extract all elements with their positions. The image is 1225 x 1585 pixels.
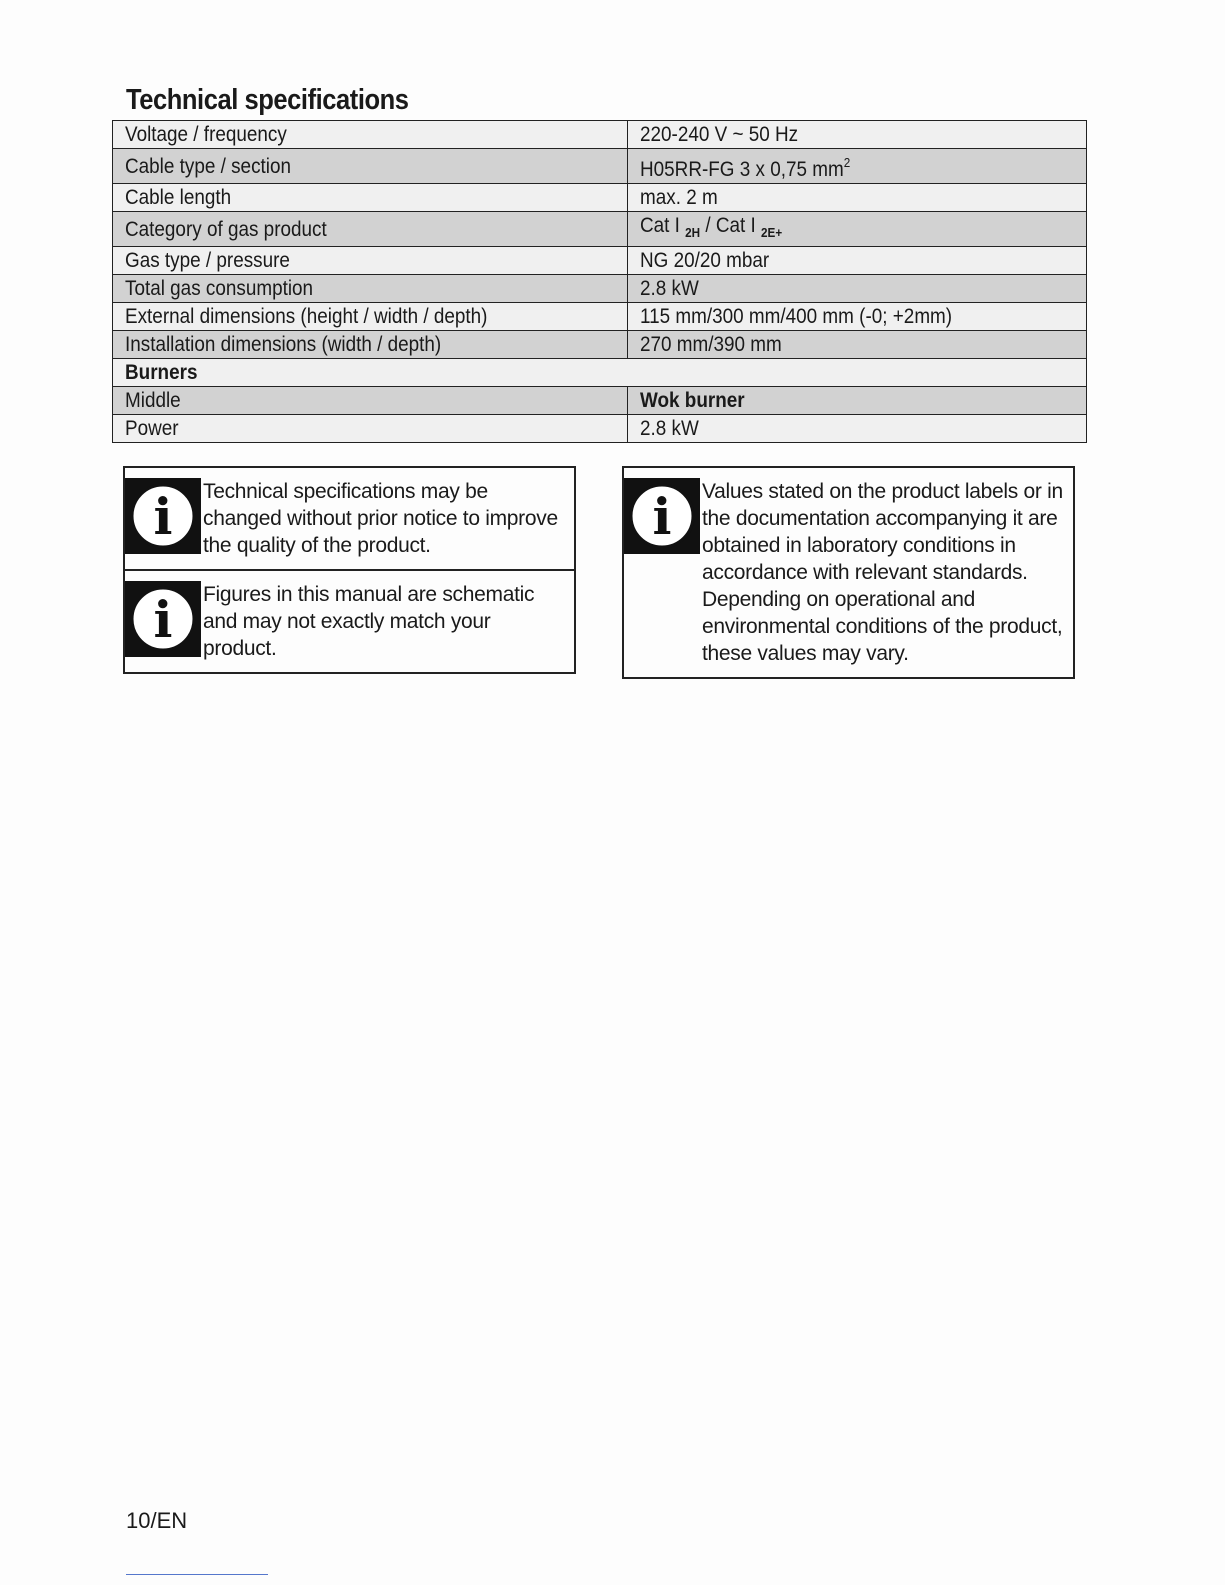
info-icon bbox=[125, 478, 201, 554]
spec-value: NG 20/20 mbar bbox=[628, 247, 1087, 275]
spec-label: Middle bbox=[113, 387, 628, 415]
info-icon bbox=[125, 581, 201, 657]
spec-value: 115 mm/300 mm/400 mm (-0; +2mm) bbox=[628, 303, 1087, 331]
section-title: Burners bbox=[113, 359, 1087, 387]
superscript: 2 bbox=[843, 155, 851, 170]
spec-label: Cable length bbox=[113, 184, 628, 212]
spec-label: Cable type / section bbox=[113, 149, 628, 184]
spec-label: Gas type / pressure bbox=[113, 247, 628, 275]
burners-section-header bbox=[113, 359, 1087, 387]
subscript: 2H bbox=[685, 225, 701, 240]
page-number: 10/EN bbox=[126, 1508, 188, 1533]
spec-label: Category of gas product bbox=[113, 212, 628, 247]
table-row bbox=[113, 303, 1087, 331]
table-row bbox=[113, 247, 1087, 275]
svg-text:i: i bbox=[652, 487, 672, 546]
spec-label: Total gas consumption bbox=[113, 275, 628, 303]
info-icon bbox=[624, 478, 700, 554]
spec-value: Cat I $_{2H}$ / Cat I $_{2E+}$ bbox=[628, 212, 1087, 247]
note-text: Figures in this manual are schematic and may not exactly match your product. bbox=[203, 583, 535, 660]
technical-specifications-table bbox=[112, 120, 1087, 443]
info-notes-left bbox=[123, 466, 576, 674]
footer-rule bbox=[126, 1574, 268, 1575]
svg-text:i: i bbox=[153, 487, 173, 546]
table-row bbox=[113, 387, 1087, 415]
spec-value: Wok burner bbox=[628, 387, 1087, 415]
info-notes-right bbox=[622, 466, 1075, 679]
page-title: Technical specifications bbox=[126, 84, 409, 116]
spec-value: 2.8 kW bbox=[628, 275, 1087, 303]
spec-value: max. 2 m bbox=[628, 184, 1087, 212]
svg-text:i: i bbox=[153, 590, 173, 649]
spec-value: 270 mm/390 mm bbox=[628, 331, 1087, 359]
spec-label: External dimensions (height / width / depth) bbox=[113, 303, 628, 331]
spec-label: Installation dimensions (width / depth) bbox=[113, 331, 628, 359]
note-text: Technical specifications may be changed without prior notice to improve the quality of the product. bbox=[203, 480, 558, 557]
note-spec-change bbox=[125, 468, 574, 569]
subscript: 2E+ bbox=[761, 225, 783, 240]
spec-value: 220-240 V ~ 50 Hz bbox=[628, 121, 1087, 149]
spec-value: 2.8 kW bbox=[628, 415, 1087, 443]
spec-label: Power bbox=[113, 415, 628, 443]
table-row bbox=[113, 275, 1087, 303]
note-figures bbox=[125, 569, 574, 672]
table-row bbox=[113, 121, 1087, 149]
note-values bbox=[624, 468, 1073, 677]
note-text: Values stated on the product labels or in the documentation accompanying it are obtained in laboratory conditions in accordance with relevant standards. Depending on operational and environmental conditions of the product, these values may vary. bbox=[702, 480, 1063, 665]
spec-label: Voltage / frequency bbox=[113, 121, 628, 149]
table-row bbox=[113, 184, 1087, 212]
spec-value: H05RR-FG 3 x 0,75 $mm^2$ bbox=[628, 149, 1087, 184]
table-row bbox=[113, 415, 1087, 443]
table-row bbox=[113, 149, 1087, 184]
table-row bbox=[113, 331, 1087, 359]
table-row bbox=[113, 212, 1087, 247]
